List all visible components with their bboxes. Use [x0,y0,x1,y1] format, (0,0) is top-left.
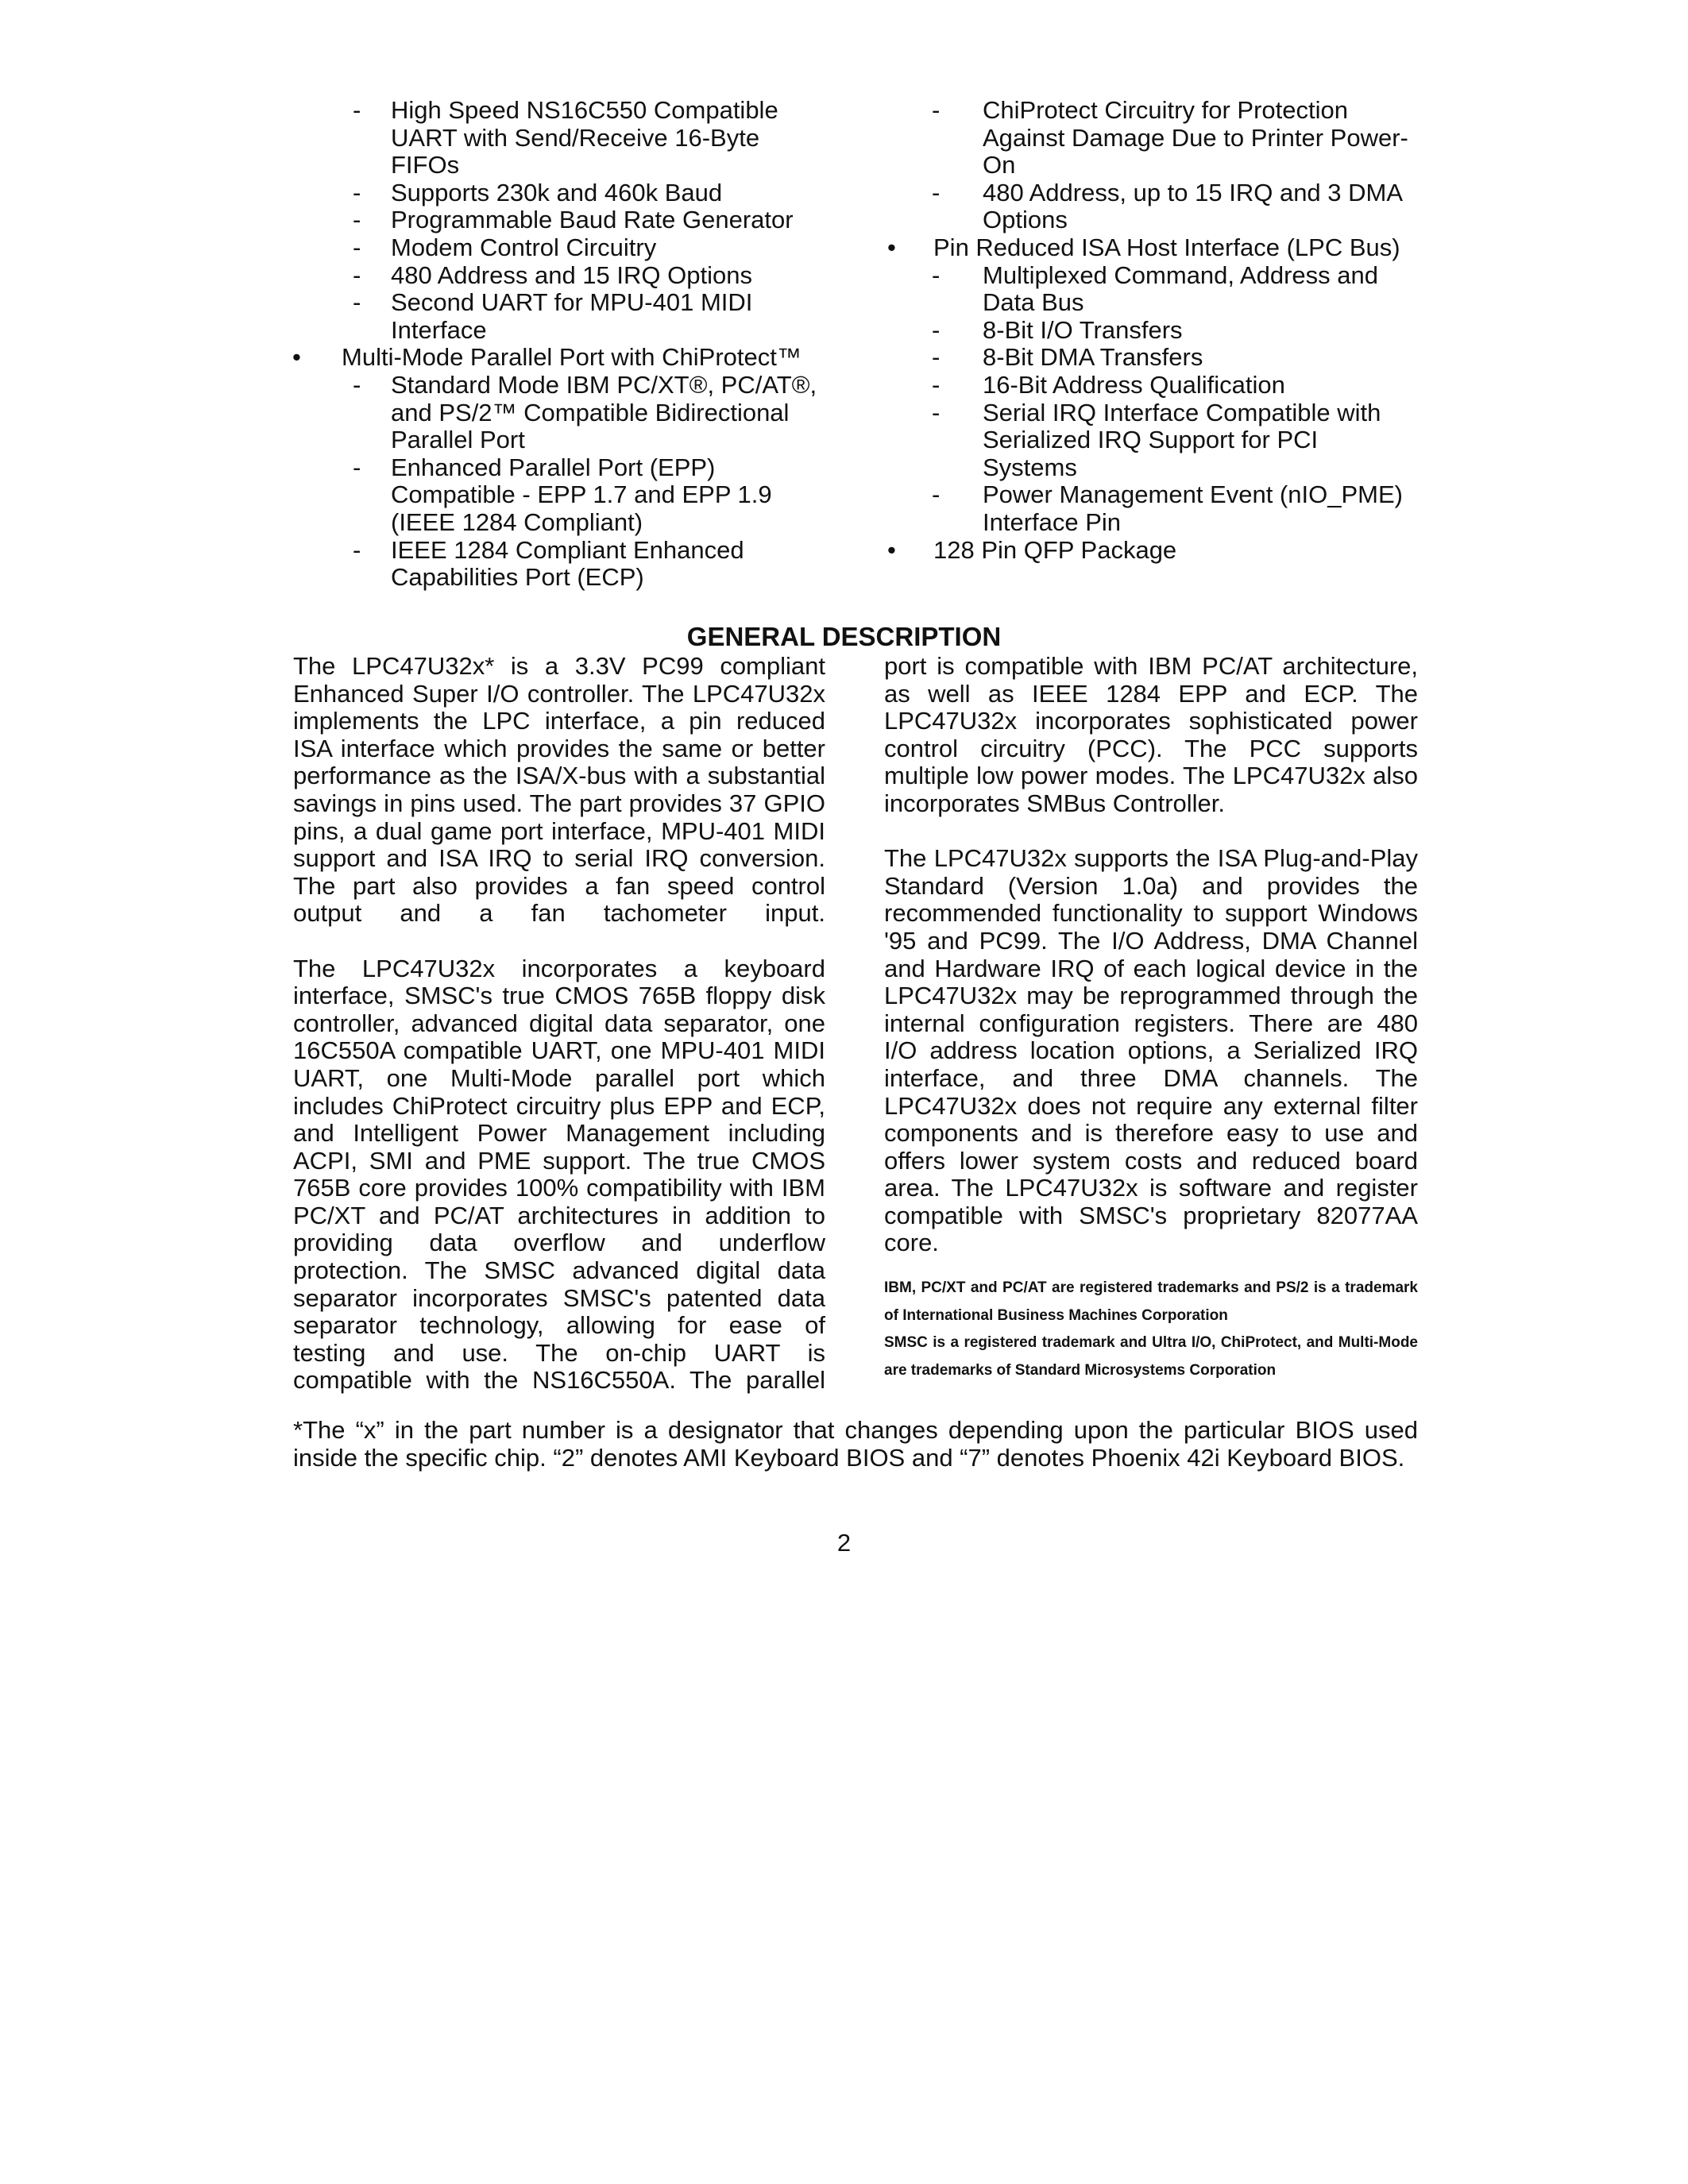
feature-text-line: Programmable Baud Rate Generator [391,206,794,234]
sub-item [292,537,848,592]
feature-text-line: Multi-Mode Parallel Port with ChiProtect™ [342,343,802,372]
feature-text-line: (IEEE 1284 Compliant) [391,507,643,536]
description-right-column [884,653,1418,1384]
bullet-item [292,344,848,372]
feature-text-line: Supports 230k and 460k Baud [391,178,723,206]
dash-icon: - [932,260,941,289]
feature-text-line: 128 Pin QFP Package [933,535,1177,564]
feature-text-line: 8-Bit DMA Transfers [983,343,1203,372]
sub-item [887,317,1459,345]
feature-text-line: Interface Pin [983,507,1122,536]
feature-text-line: Against Damage Due to Printer Power- [983,123,1408,152]
feature-text-line: Serial IRQ Interface Compatible with [983,398,1381,426]
feature-text-line: FIFOs [391,151,460,179]
dash-icon: - [353,288,361,317]
dash-icon: - [353,370,361,399]
dash-icon: - [353,206,361,234]
bullet-icon: • [292,343,301,372]
sub-item [887,372,1459,399]
feature-text-line: and PS/2™ Compatible Bidirectional [391,398,790,426]
feature-text-line: Multiplexed Command, Address and [983,260,1378,289]
feature-text-line: Modem Control Circuitry [391,233,657,261]
dash-icon: - [932,343,941,372]
sub-item [292,97,848,179]
sub-item [292,289,848,344]
feature-text-line: 480 Address, up to 15 IRQ and 3 DMA [983,178,1404,206]
feature-text-line: IEEE 1284 Compliant Enhanced [391,535,744,564]
bullet-icon: • [887,535,896,564]
sub-item [887,262,1459,317]
trademark-note: IBM, PC/XT and PC/AT are registered trademarks and PS/2 is a trademark of International Business Machines Corporation [884,1279,1418,1324]
sub-item [887,399,1459,482]
feature-text-line: Parallel Port [391,426,525,454]
dash-icon: - [932,370,941,399]
feature-text-line: Systems [983,453,1077,481]
feature-text-line: Enhanced Parallel Port (EPP) [391,453,716,481]
description-paragraph: The LPC47U32x* is a 3.3V PC99 compliant Enhanced Super I/O controller. The LPC47U32x implements the LPC interface, a pin reduced ISA interface which provides the same or better performance as the ISA/X-bus with a substantial savings in pins used. The part provides 37 GPIO pins, a dual game port interface, MPU-401 MIDI support and ISA IRQ to serial IRQ conversion. The part also provides a fan speed control output and a fan tachometer input. [293,652,825,928]
dash-icon: - [932,480,941,509]
sub-item [292,179,848,207]
sub-item [292,372,848,454]
footnote: *The “x” in the part number is a designator that changes depending upon the particular BIOS used inside the specific chip. “2” denotes AMI Keyboard BIOS and “7” denotes Phoenix 42i Keyboard BIOS. [293,1416,1418,1472]
feature-text-line: Options [983,206,1068,234]
sub-item [887,97,1459,179]
feature-text-line: ChiProtect Circuitry for Protection [983,96,1348,124]
sub-item [292,206,848,234]
page-number: 2 [836,1529,852,1557]
dash-icon: - [353,178,361,206]
description-left-column [293,653,825,1395]
feature-text-line: 8-Bit I/O Transfers [983,315,1183,344]
bullet-item [887,234,1459,262]
feature-text-line: Interface [391,315,487,344]
description-paragraph: The LPC47U32x incorporates a keyboard interface, SMSC's true CMOS 765B floppy disk controller, advanced digital data separator, one 16C550A compatible UART, one MPU-401 MIDI UART, one Multi-Mode parallel port which includes ChiProtect circuitry plus EPP and ECP, and Intelligent Power Management including ACPI, SMI and PME support. The true CMOS 765B core provides 100% compatibility with IBM PC/XT and PC/AT architectures in addition to providing data overflow and underflow protection. The SMSC advanced digital data separator incorporates SMSC's patented data separator technology, allowing for ease of testing and use. The on-chip UART is compatible with the NS16C550A. The parallel [293,954,825,1395]
feature-text-line: Second UART for MPU-401 MIDI [391,288,753,317]
feature-text-line: Data Bus [983,288,1084,317]
feature-text-line: UART with Send/Receive 16-Byte [391,123,760,152]
feature-text-line: Capabilities Port (ECP) [391,563,644,592]
feature-text-line: Compatible - EPP 1.7 and EPP 1.9 [391,480,772,509]
bullet-icon: • [887,233,896,261]
sub-item [887,344,1459,372]
bullet-item [887,537,1459,565]
sub-item [292,262,848,290]
dash-icon: - [353,96,361,124]
feature-text-line: Power Management Event (nIO_PME) [983,480,1403,509]
features-list-left [292,97,848,592]
dash-icon: - [932,315,941,344]
sub-item [292,454,848,537]
dash-icon: - [353,535,361,564]
sub-item [887,179,1459,234]
sub-item [887,481,1459,536]
section-heading: GENERAL DESCRIPTION [686,622,1002,651]
feature-text-line: Pin Reduced ISA Host Interface (LPC Bus) [933,233,1400,261]
feature-text-line: High Speed NS16C550 Compatible [391,96,778,124]
description-paragraph: port is compatible with IBM PC/AT architecture, as well as IEEE 1284 EPP and ECP. The LPC47U32x incorporates sophisticated power control circuitry (PCC). The PCC supports multiple low power modes. The LPC47U32x also incorporates SMBus Controller. [884,652,1418,817]
feature-text-line: Standard Mode IBM PC/XT®, PC/AT®, [391,370,817,399]
feature-text-line: 480 Address and 15 IRQ Options [391,260,752,289]
dash-icon: - [932,398,941,426]
dash-icon: - [353,453,361,481]
dash-icon: - [932,96,941,124]
dash-icon: - [932,178,941,206]
feature-text-line: Serialized IRQ Support for PCI [983,426,1319,454]
feature-text-line: 16-Bit Address Qualification [983,370,1285,399]
trademark-note: SMSC is a registered trademark and Ultra I/O, ChiProtect, and Multi-Mode are trademarks of Standard Microsystems Corporation [884,1334,1418,1379]
sub-item [292,234,848,262]
description-paragraph: The LPC47U32x supports the ISA Plug-and-Play Standard (Version 1.0a) and provides the recommended functionality to support Windows '95 and PC99. The I/O Address, DMA Channel and Hardware IRQ of each logical device in the LPC47U32x may be reprogrammed through the internal configuration registers. There are 480 I/O address location options, a Serialized IRQ interface, and three DMA channels. The LPC47U32x does not require any external filter components and is therefore easy to use and offers lower system costs and reduced board area. The LPC47U32x is software and register compatible with SMSC's proprietary 82077AA core. [884,844,1418,1257]
dash-icon: - [353,260,361,289]
dash-icon: - [353,233,361,261]
features-list-right [887,97,1459,564]
feature-text-line: On [983,151,1016,179]
